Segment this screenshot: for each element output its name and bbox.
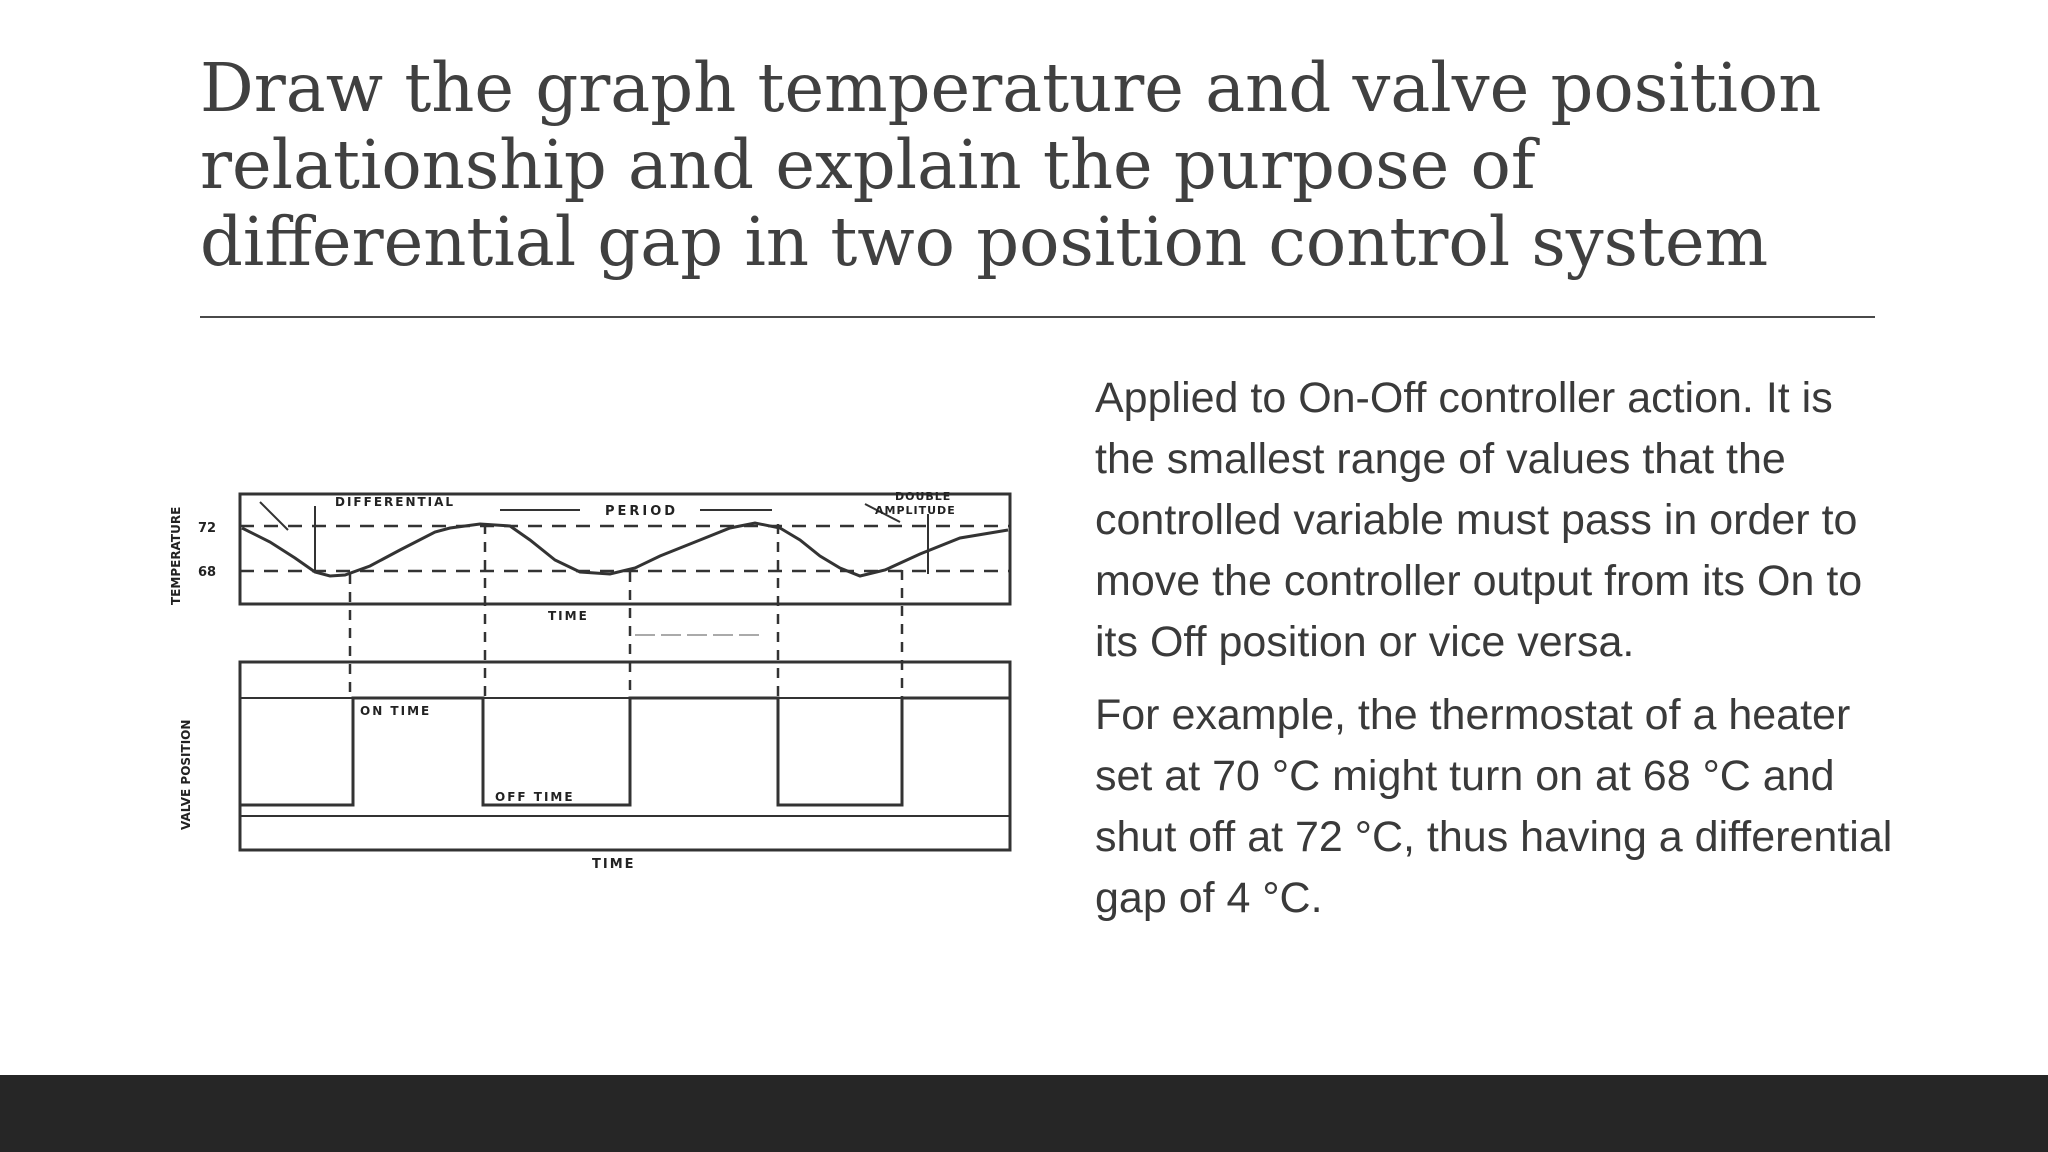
diagram-svg	[160, 480, 1040, 890]
temperature-axis-label: TEMPERATURE	[169, 506, 183, 605]
label-double: DOUBLE	[895, 490, 952, 503]
tick-72: 72	[198, 521, 217, 536]
valve-square-wave	[240, 698, 1010, 805]
explanation-text	[1095, 368, 1895, 941]
label-off-time: OFF TIME	[495, 790, 575, 804]
label-amplitude: AMPLITUDE	[875, 504, 956, 517]
label-differential: DIFFERENTIAL	[335, 495, 456, 509]
label-period: PERIOD	[605, 504, 679, 519]
temperature-curve	[242, 523, 1008, 576]
slide-title: Draw the graph temperature and valve position relationship and explain the purpose of differential gap in two position control system	[200, 49, 1822, 281]
title-divider	[200, 316, 1875, 318]
tick-68: 68	[198, 565, 217, 580]
valve-frame	[240, 662, 1010, 850]
label-time-top: TIME	[548, 609, 589, 623]
on-off-control-diagram	[160, 480, 1040, 890]
label-on-time: ON TIME	[360, 704, 432, 718]
paragraph-definition: Applied to On-Off controller action. It is the smallest range of values that the controlled variable must pass in order to move the controller output from its On to its Off position or vice versa.	[1095, 374, 1863, 666]
label-time-bottom: TIME	[592, 857, 636, 872]
valve-axis-label: VALVE POSITION	[179, 719, 193, 830]
footer-bar	[0, 1075, 2048, 1152]
paragraph-example: For example, the thermostat of a heater set at 70 °C might turn on at 68 °C and shut off at 72 °C, thus having a differential gap of 4 °C.	[1095, 691, 1893, 922]
